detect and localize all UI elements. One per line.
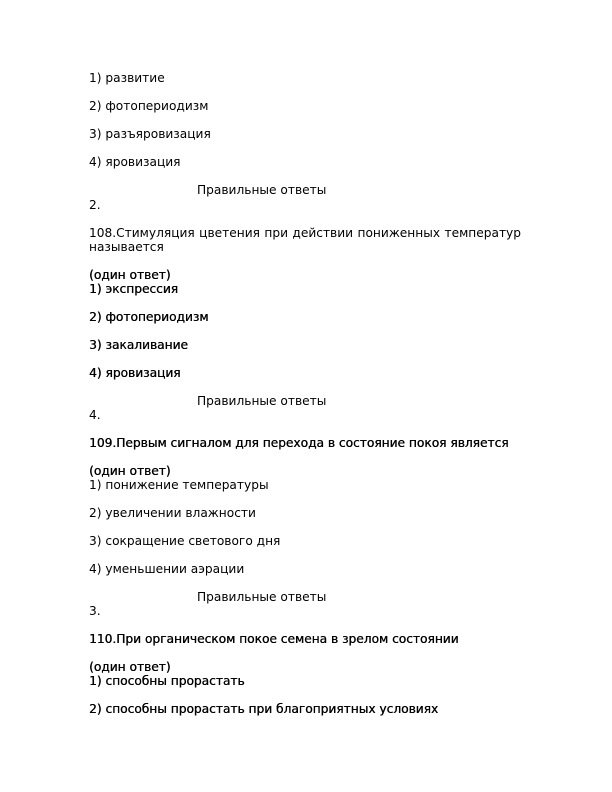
option-1: 1) способны прорастать: [89, 674, 245, 688]
answer-type-note: (один ответ): [89, 660, 171, 674]
answer-type-note: (один ответ): [89, 268, 171, 282]
option-3: 3) закаливание: [89, 338, 188, 352]
question-text: 108.Стимуляция цветения при действии пониженных температур: [89, 226, 521, 240]
option-1: 1) развитие: [89, 71, 165, 85]
option-3: 3) сокращение светового дня: [89, 534, 281, 548]
question-text: 110.При органическом покое семена в зрелом состоянии: [89, 632, 459, 646]
correct-answer: 4.: [89, 408, 101, 422]
option-4: 4) яровизация: [89, 366, 181, 380]
option-2: 2) фотопериодизм: [89, 310, 209, 324]
option-4: 4) яровизация: [89, 155, 181, 169]
answers-heading: Правильные ответы: [197, 183, 327, 197]
correct-answer: 2.: [89, 198, 101, 212]
option-2: 2) фотопериодизм: [89, 99, 209, 113]
option-4: 4) уменьшении аэрации: [89, 562, 245, 576]
option-1: 1) понижение температуры: [89, 478, 269, 492]
answer-type-note: (один ответ): [89, 464, 171, 478]
option-3: 3) разъяровизация: [89, 127, 211, 141]
option-2: 2) способны прорастать при благоприятных условиях: [89, 702, 439, 716]
option-2: 2) увеличении влажности: [89, 506, 256, 520]
correct-answer: 3.: [89, 604, 101, 618]
answers-heading: Правильные ответы: [197, 590, 327, 604]
option-1: 1) экспрессия: [89, 282, 178, 296]
answers-heading: Правильные ответы: [197, 394, 327, 408]
question-text-continued: называется: [89, 240, 164, 254]
question-text: 109.Первым сигналом для перехода в состояние покоя является: [89, 436, 509, 450]
